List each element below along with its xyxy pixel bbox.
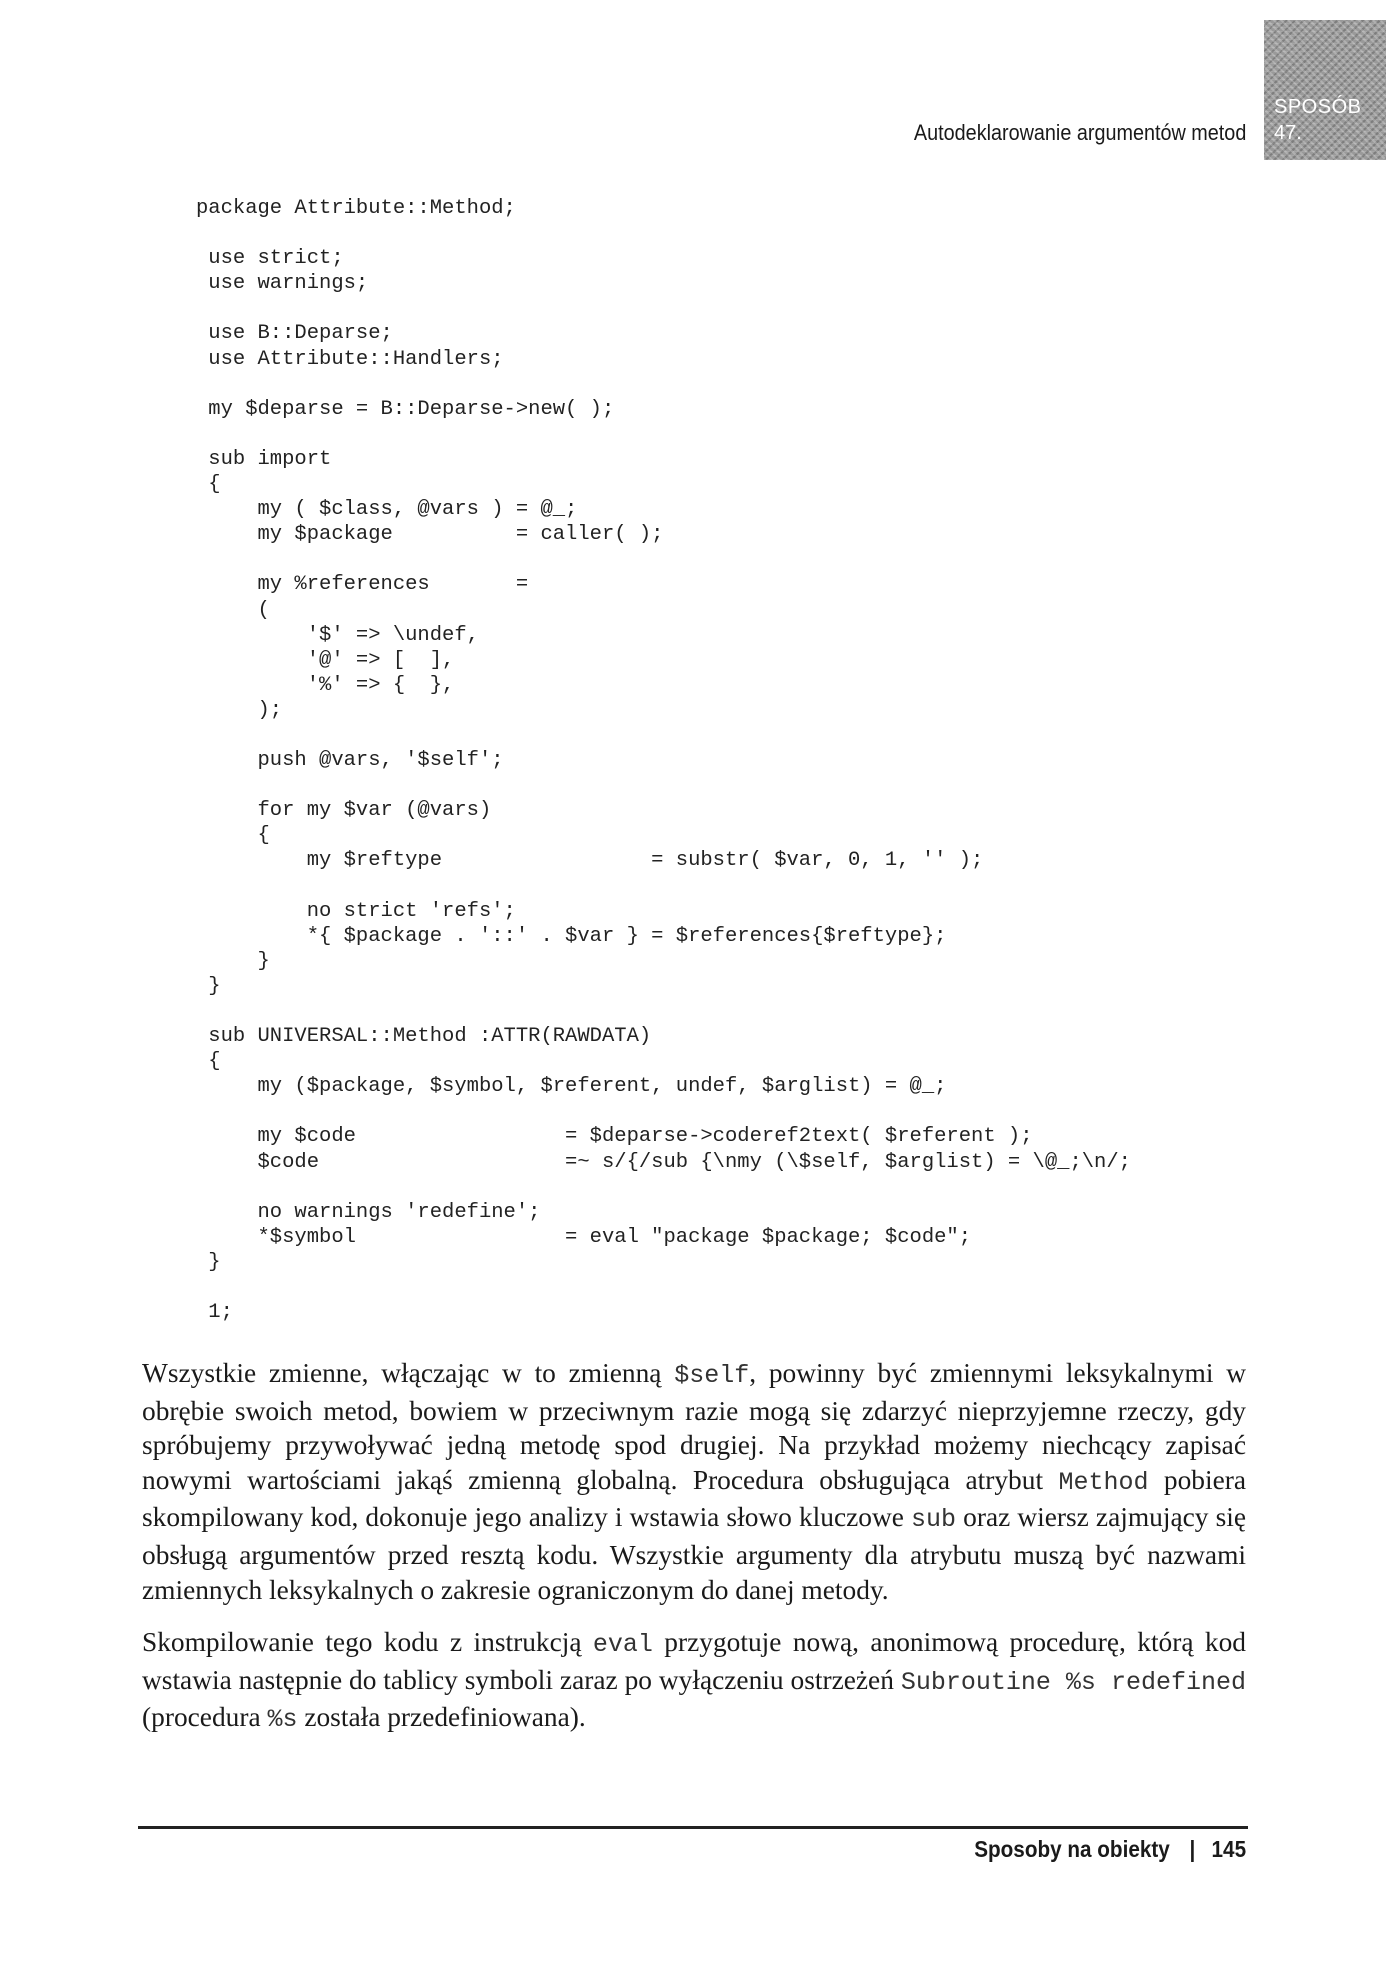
footer-separator: | <box>1189 1836 1196 1862</box>
paragraph-2 <box>142 1625 1246 1738</box>
inline-code-warning: Subroutine %s redefined <box>900 1667 1246 1697</box>
paragraph-2-text-1: Skompilowanie tego kodu z instrukcją <box>142 1627 593 1658</box>
badge-label: SPOSÓB <box>1274 96 1362 118</box>
page-footer <box>974 1836 1246 1863</box>
paragraph-1-text-1: Wszystkie zmienne, włączając w to zmienną <box>142 1358 675 1388</box>
paragraph-1-text-4: oraz wiersz zajmujący się obsługą argumentów przed resztą kodu. Wszystkie argumenty dla atrybutu muszą być nazwami zmiennych leksykalnych o zakresie ograniczonym do danej metody. <box>142 1502 1246 1605</box>
paragraph-2-text-2: przygotuje nową, anonimową procedurę, którą kod wstawia następnie do tablicy symboli zaraz po wyłączeniu ostrzeżeń <box>142 1627 1246 1695</box>
paragraph-2-text-3: (procedura <box>142 1702 268 1733</box>
page-number: 145 <box>1211 1836 1246 1862</box>
inline-code-eval: eval <box>592 1630 653 1660</box>
footer-section-title: Sposoby na obiekty <box>974 1836 1170 1862</box>
code-listing: package Attribute::Method; use strict; use warnings; use B::Deparse; use Attribute::Handlers; my $deparse = B::Deparse->new( ); sub import { my ( $class, @vars ) = @_; my $package = caller( ); my %references = ( '$' => \undef, '@' => [ ], '%' => { }, ); push @vars, '$self'; for my $var (@vars) { my $reftype = substr( $var, 0, 1, '' ); no strict 'refs'; *{ $package . '::' . $var } = $references{$reftype}; } } sub UNIVERSAL::Method :ATTR(RAWDATA) { my ($package, $symbol, $referent, undef, $arglist) = @_; my $code = $deparse->coderef2text( $referent ); $code =~ s/{/sub {\nmy (\$self, $arglist) = \@_;\n/; no warnings 'redefine'; *$symbol = eval "package $package; $code"; } 1; <box>196 197 1131 1325</box>
inline-code-self: $self <box>674 1361 750 1390</box>
footer-rule <box>138 1826 1248 1829</box>
chapter-badge <box>1264 20 1386 160</box>
body-text <box>142 1356 1246 1756</box>
inline-code-method: Method <box>1058 1467 1149 1497</box>
inline-code-sub: sub <box>911 1505 957 1535</box>
paragraph-1-text-3: pobiera skompilowany kod, dokonuje jego analizy i wstawia słowo kluczowe <box>142 1464 1247 1533</box>
paragraph-1 <box>142 1356 1246 1607</box>
paragraph-2-text-4: została przedefiniowana). <box>297 1702 586 1733</box>
inline-code-format: %s <box>267 1705 298 1735</box>
running-title: Autodeklarowanie argumentów metod <box>913 120 1246 145</box>
paragraph-1-text-2: , powinny być zmiennymi leksykalnymi w obrębie swoich metod, bowiem w przeciwnym razie mogą się zdarzyć nieprzyjemne rzeczy, gdy spróbujemy przywoływać jedną metodę spod drugiej. Na przykład możemy niechcący zapisać nowymi wartościami jakąś zmienną globalną. Procedura obsługująca atrybut <box>142 1358 1246 1495</box>
badge-number: 47. <box>1274 122 1302 144</box>
